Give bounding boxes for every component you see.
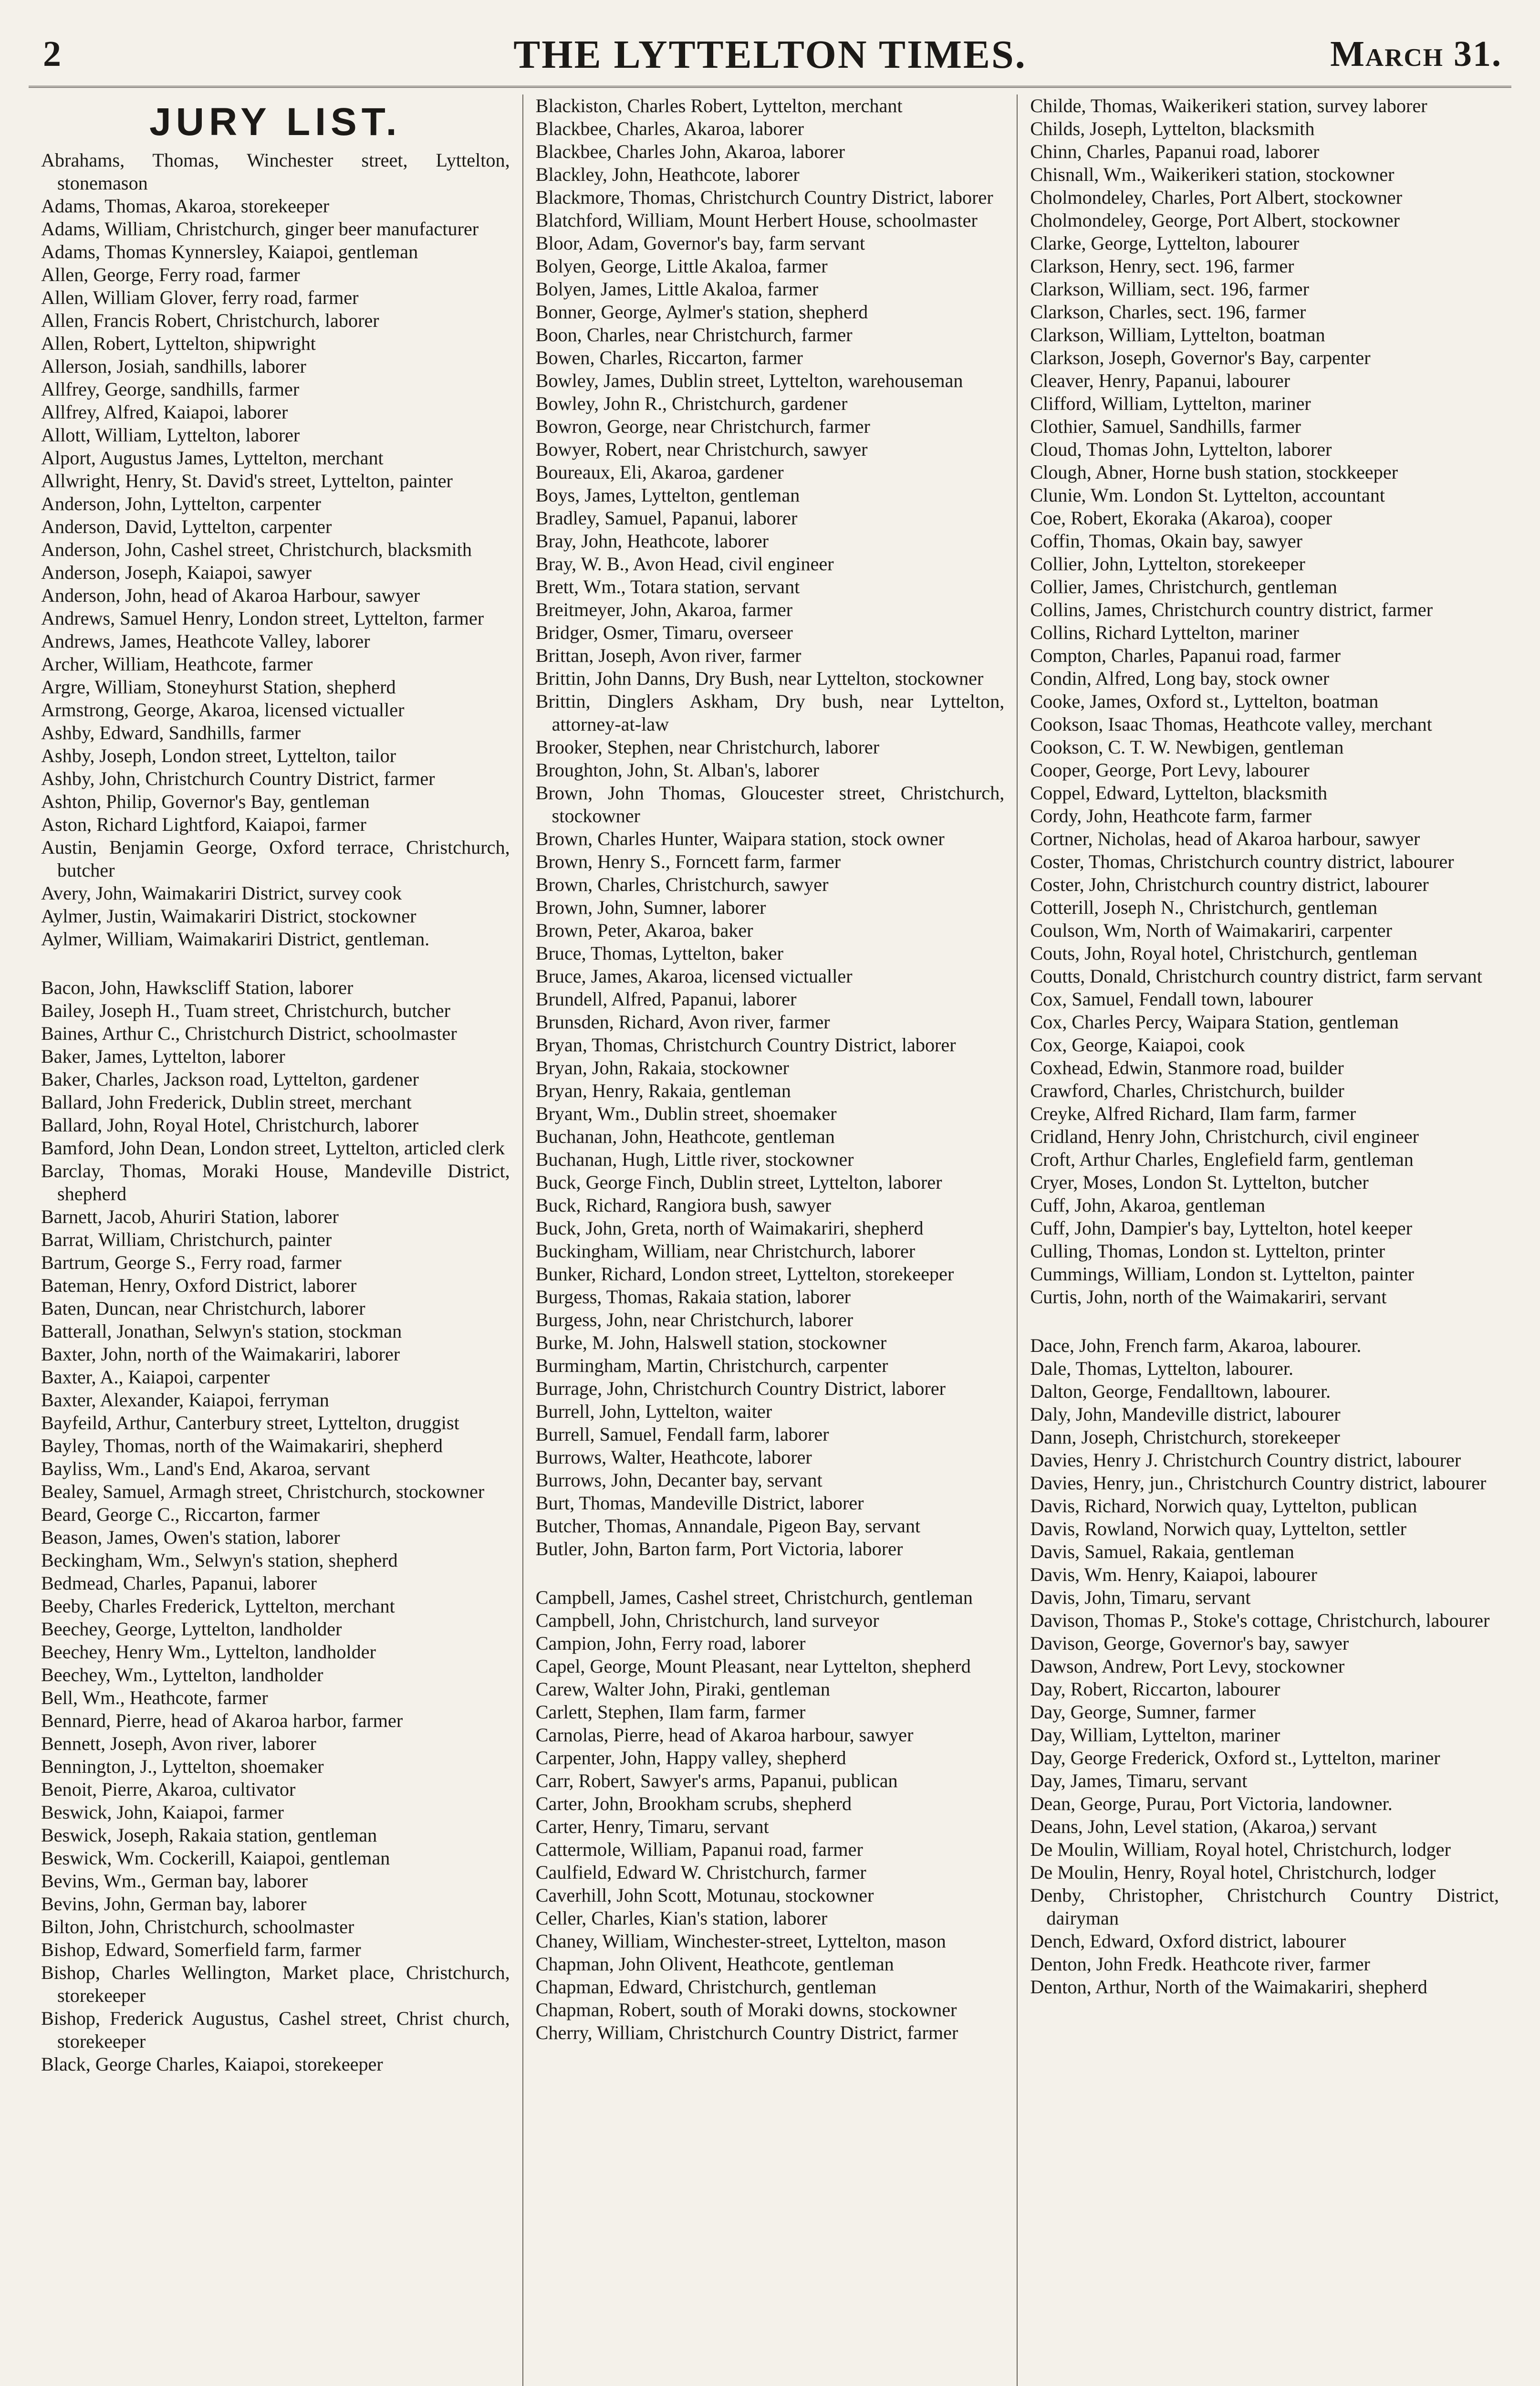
jury-entry: Baxter, Alexander, Kaiapoi, ferryman [41, 1389, 329, 1411]
jury-entry: Bennett, Joseph, Avon river, laborer [41, 1733, 316, 1754]
jury-entry: Beechey, George, Lyttelton, landholder [41, 1618, 342, 1640]
jury-entry: Buck, George Finch, Dublin street, Lyttelton, laborer [535, 1172, 942, 1193]
jury-entry: Bray, W. B., Avon Head, civil engineer [535, 553, 834, 575]
jury-entry: De Moulin, William, Royal hotel, Christchurch, lodger [1030, 1839, 1451, 1860]
jury-entry: Bartrum, George S., Ferry road, farmer [41, 1252, 342, 1273]
jury-entry: Bridger, Osmer, Timaru, overseer [535, 622, 793, 643]
jury-entry: Baker, James, Lyttelton, laborer [41, 1046, 285, 1067]
jury-entry: Bray, John, Heathcote, laborer [535, 530, 769, 552]
jury-entry: Bryan, Thomas, Christchurch Country District, laborer [535, 1034, 956, 1056]
jury-entry: Brown, Henry S., Forncett farm, farmer [535, 851, 841, 872]
jury-entry: Chisnall, Wm., Waikerikeri station, stockowner [1030, 164, 1394, 185]
jury-entry: Bealey, Samuel, Armagh street, Christchurch, stockowner [41, 1481, 485, 1502]
jury-entry: Bowley, John R., Christchurch, gardener [535, 393, 848, 414]
jury-entry: Beechey, Wm., Lyttelton, landholder [41, 1664, 323, 1685]
jury-entry: Carter, John, Brookham scrubs, shepherd [535, 1793, 852, 1814]
jury-entry: Bruce, Thomas, Lyttelton, baker [535, 942, 784, 964]
jury-entry: Condin, Alfred, Long bay, stock owner [1030, 668, 1330, 689]
jury-entry: Black, George Charles, Kaiapoi, storekeeper [41, 2053, 383, 2075]
jury-entry: Bowyer, Robert, near Christchurch, sawyer [535, 439, 868, 460]
jury-entry: Brown, John Thomas, Gloucester street, Christchurch, stockowner [535, 782, 1005, 827]
jury-entry: Bayliss, Wm., Land's End, Akaroa, servant [41, 1458, 370, 1479]
jury-entry: Boon, Charles, near Christchurch, farmer [535, 324, 853, 345]
jury-entry: Allwright, Henry, St. David's street, Lyttelton, painter [41, 470, 453, 492]
jury-entry: Clarke, George, Lyttelton, labourer [1030, 232, 1300, 254]
section-gap [536, 1560, 1005, 1586]
jury-entry: Batterall, Jonathan, Selwyn's station, stockman [41, 1320, 402, 1342]
jury-entry: Bolyen, George, Little Akaloa, farmer [535, 255, 828, 277]
jury-entry: Allen, George, Ferry road, farmer [41, 264, 300, 285]
jury-entry: Allen, Francis Robert, Christchurch, laborer [41, 310, 379, 331]
jury-entry: Buck, Richard, Rangiora bush, sawyer [535, 1194, 832, 1216]
jury-entry: Blatchford, William, Mount Herbert House, schoolmaster [535, 209, 978, 231]
jury-entry: Denton, John Fredk. Heathcote river, farmer [1030, 1953, 1370, 1975]
jury-entry: Bolyen, James, Little Akaloa, farmer [535, 278, 819, 300]
jury-entry: Davison, George, Governor's bay, sawyer [1030, 1633, 1349, 1654]
section-gap [41, 951, 510, 976]
jury-entry: Clunie, Wm. London St. Lyttelton, accountant [1030, 484, 1385, 506]
jury-entry: Cholmondeley, George, Port Albert, stockowner [1030, 209, 1400, 231]
jury-entry: Cordy, John, Heathcote farm, farmer [1030, 805, 1312, 827]
jury-entry: Curtis, John, north of the Waimakariri, servant [1030, 1286, 1387, 1308]
jury-entry: Bishop, Charles Wellington, Market place, Christchurch, storekeeper [41, 1962, 510, 2006]
jury-entry: Cattermole, William, Papanui road, farmer [535, 1839, 863, 1860]
jury-entry: Chaney, William, Winchester-street, Lyttelton, mason [535, 1930, 946, 1952]
jury-entry: Carnolas, Pierre, head of Akaroa harbour, sawyer [535, 1724, 914, 1746]
jury-entry: Bennington, J., Lyttelton, shoemaker [41, 1756, 324, 1777]
column-1 [29, 94, 522, 2386]
jury-entry: Collins, Richard Lyttelton, mariner [1030, 622, 1299, 643]
jury-entry: Chinn, Charles, Papanui road, laborer [1030, 141, 1320, 162]
jury-entry: Clarkson, Joseph, Governor's Bay, carpenter [1030, 347, 1371, 368]
issue-date: March 31. [1330, 34, 1502, 74]
jury-entry: Barrat, William, Christchurch, painter [41, 1229, 332, 1250]
jury-entry: Campbell, James, Cashel street, Christchurch, gentleman [535, 1587, 973, 1608]
jury-entry: Burmingham, Martin, Christchurch, carpenter [535, 1355, 888, 1376]
jury-entry: Adams, Thomas Kynnersley, Kaiapoi, gentleman [41, 241, 418, 262]
jury-entry: Butler, John, Barton farm, Port Victoria, laborer [535, 1538, 903, 1559]
jury-entry: Boureaux, Eli, Akaroa, gardener [535, 461, 784, 483]
jury-entry: Day, James, Timaru, servant [1030, 1770, 1248, 1791]
jury-entry: Day, George Frederick, Oxford st., Lyttelton, mariner [1030, 1747, 1440, 1769]
jury-entry: Baxter, John, north of the Waimakariri, laborer [41, 1343, 400, 1365]
jury-entry: Beswick, John, Kaiapoi, farmer [41, 1801, 284, 1823]
jury-entry: Cortner, Nicholas, head of Akaroa harbour, sawyer [1030, 828, 1420, 849]
jury-entry: Bell, Wm., Heathcote, farmer [41, 1687, 268, 1708]
jury-entry: Boys, James, Lyttelton, gentleman [535, 484, 800, 506]
jury-entry: Adams, Thomas, Akaroa, storekeeper [41, 195, 330, 217]
jury-entry: Burrows, Walter, Heathcote, laborer [535, 1446, 812, 1468]
jury-entry: Allen, Robert, Lyttelton, shipwright [41, 333, 316, 354]
jury-entry: Allerson, Josiah, sandhills, laborer [41, 356, 306, 377]
jury-entry: Coffin, Thomas, Okain bay, sawyer [1030, 530, 1303, 552]
jury-entry: Bateman, Henry, Oxford District, laborer [41, 1275, 357, 1296]
jury-entry: Andrews, James, Heathcote Valley, laborer [41, 630, 370, 652]
jury-entry: Day, William, Lyttelton, mariner [1030, 1724, 1280, 1746]
jury-entry: Bilton, John, Christchurch, schoolmaster [41, 1916, 354, 1937]
jury-entry: Archer, William, Heathcote, farmer [41, 653, 313, 675]
jury-entry: Argre, William, Stoneyhurst Station, shepherd [41, 676, 396, 698]
jury-entry: Anderson, John, Lyttelton, carpenter [41, 493, 322, 514]
jury-entry: Cookson, C. T. W. Newbigen, gentleman [1030, 736, 1344, 758]
jury-entry: Cuff, John, Akaroa, gentleman [1030, 1194, 1265, 1216]
jury-entry: Dann, Joseph, Christchurch, storekeeper [1030, 1426, 1340, 1448]
jury-entry: Barnett, Jacob, Ahuriri Station, laborer [41, 1206, 339, 1227]
jury-entry: Childs, Joseph, Lyttelton, blacksmith [1030, 118, 1315, 139]
jury-entry: Daly, John, Mandeville district, labourer [1030, 1403, 1341, 1425]
jury-entry: Burrows, John, Decanter bay, servant [535, 1469, 822, 1491]
jury-entry: Burt, Thomas, Mandeville District, laborer [535, 1492, 864, 1514]
jury-entry: Bryan, John, Rakaia, stockowner [535, 1057, 789, 1078]
jury-entry: Cryer, Moses, London St. Lyttelton, butcher [1030, 1172, 1369, 1193]
jury-entry: Cummings, William, London st. Lyttelton, painter [1030, 1263, 1415, 1285]
jury-entry: Davis, Richard, Norwich quay, Lyttelton, publican [1030, 1495, 1417, 1517]
jury-entry: Benoit, Pierre, Akaroa, cultivator [41, 1779, 296, 1800]
jury-entry: Broughton, John, St. Alban's, laborer [535, 759, 820, 781]
jury-entry: Bowen, Charles, Riccarton, farmer [535, 347, 803, 368]
jury-entry: Bedmead, Charles, Papanui, laborer [41, 1572, 317, 1594]
jury-entry: Bloor, Adam, Governor's bay, farm servant [535, 232, 865, 254]
jury-entry: Day, Robert, Riccarton, labourer [1030, 1678, 1280, 1700]
section-gap [1030, 1308, 1499, 1334]
jury-entry: Allen, William Glover, ferry road, farmer [41, 287, 359, 308]
jury-entry: Brundell, Alfred, Papanui, laborer [535, 988, 797, 1010]
jury-entry: Bailey, Joseph H., Tuam street, Christchurch, butcher [41, 1000, 450, 1021]
jury-entry: Capel, George, Mount Pleasant, near Lyttelton, shepherd [535, 1655, 971, 1677]
jury-entry: Blackbee, Charles, Akaroa, laborer [535, 118, 804, 139]
column-3 [1017, 94, 1511, 2386]
jury-entry: Cloud, Thomas John, Lyttelton, laborer [1030, 439, 1332, 460]
jury-entry: Coe, Robert, Ekoraka (Akaroa), cooper [1030, 507, 1332, 529]
jury-entry: Bryant, Wm., Dublin street, shoemaker [535, 1103, 837, 1124]
jury-entry: Cooke, James, Oxford st., Lyttelton, boatman [1030, 691, 1379, 712]
jury-entry: Anderson, John, Cashel street, Christchurch, blacksmith [41, 539, 472, 560]
jury-entry: Aylmer, Justin, Waimakariri District, stockowner [41, 905, 416, 927]
jury-entry: Burrage, John, Christchurch Country District, laborer [535, 1378, 946, 1399]
jury-entry: Coppel, Edward, Lyttelton, blacksmith [1030, 782, 1328, 804]
jury-entry: Cox, Charles Percy, Waipara Station, gentleman [1030, 1011, 1399, 1033]
jury-entry: Brittin, Dinglers Askham, Dry bush, near Lyttelton, attorney-at-law [535, 691, 1005, 735]
jury-entry: Austin, Benjamin George, Oxford terrace, Christchurch, butcher [41, 837, 510, 881]
jury-entry: Carpenter, John, Happy valley, shepherd [535, 1747, 846, 1769]
jury-entry: Cleaver, Henry, Papanui, labourer [1030, 370, 1290, 391]
jury-entry: Davies, Henry, jun., Christchurch Country district, labourer [1030, 1472, 1487, 1494]
jury-entry: Burgess, John, near Christchurch, laborer [535, 1309, 853, 1330]
jury-entry: Dench, Edward, Oxford district, labourer [1030, 1930, 1346, 1952]
jury-entry: Buckingham, William, near Christchurch, laborer [535, 1240, 916, 1262]
jury-entry: Childe, Thomas, Waikerikeri station, survey laborer [1030, 95, 1427, 116]
jury-entry: Bishop, Edward, Somerfield farm, farmer [41, 1939, 361, 1960]
jury-entry: Ashby, Edward, Sandhills, farmer [41, 722, 301, 743]
jury-entry: Ballard, John, Royal Hotel, Christchurch, laborer [41, 1114, 419, 1136]
jury-entry: Aston, Richard Lightford, Kaiapoi, farmer [41, 814, 366, 835]
jury-entry: Coster, John, Christchurch country district, labourer [1030, 874, 1429, 895]
jury-entry: Beswick, Wm. Cockerill, Kaiapoi, gentleman [41, 1847, 390, 1869]
jury-entry: Burke, M. John, Halswell station, stockowner [535, 1332, 887, 1353]
jury-entry: Brown, Peter, Akaroa, baker [535, 920, 753, 941]
jury-entry: Collins, James, Christchurch country district, farmer [1030, 599, 1433, 620]
jury-entry: Bacon, John, Hawkscliff Station, laborer [41, 977, 354, 998]
jury-entry: Brunsden, Richard, Avon river, farmer [535, 1011, 830, 1033]
jury-entry: Davis, Wm. Henry, Kaiapoi, labourer [1030, 1564, 1317, 1585]
jury-entry: Andrews, Samuel Henry, London street, Lyttelton, farmer [41, 607, 484, 629]
jury-entry: Davis, Rowland, Norwich quay, Lyttelton, settler [1030, 1518, 1407, 1539]
jury-entry: Abrahams, Thomas, Winchester street, Lyttelton, stonemason [41, 149, 510, 194]
jury-entry: Couts, John, Royal hotel, Christchurch, gentleman [1030, 942, 1417, 964]
jury-entry: Bishop, Frederick Augustus, Cashel street, Christ church, storekeeper [41, 2008, 510, 2052]
jury-entry: Brett, Wm., Totara station, servant [535, 576, 800, 597]
jury-entry: Coulson, Wm, North of Waimakariri, carpenter [1030, 920, 1392, 941]
jury-entry: Cholmondeley, Charles, Port Albert, stockowner [1030, 187, 1403, 208]
jury-entry: Clifford, William, Lyttelton, mariner [1030, 393, 1311, 414]
jury-entry: De Moulin, Henry, Royal hotel, Christchurch, lodger [1030, 1862, 1436, 1883]
jury-entry: Alport, Augustus James, Lyttelton, merchant [41, 447, 384, 469]
jury-entry: Beeby, Charles Frederick, Lyttelton, merchant [41, 1595, 395, 1617]
jury-entry: Brown, John, Sumner, laborer [535, 897, 766, 918]
jury-list-columns [29, 94, 1511, 2386]
jury-entry: Dace, John, French farm, Akaroa, labourer. [1030, 1335, 1362, 1356]
jury-entry: Beard, George C., Riccarton, farmer [41, 1504, 320, 1525]
column-2 [522, 94, 1017, 2386]
jury-entry: Creyke, Alfred Richard, Ilam farm, farmer [1030, 1103, 1356, 1124]
jury-entry: Barclay, Thomas, Moraki House, Mandeville District, shepherd [41, 1160, 510, 1204]
newspaper-title: THE LYTTELTON TIMES. [513, 32, 1027, 77]
jury-entry: Ashton, Philip, Governor's Bay, gentleman [41, 791, 370, 812]
jury-entry: Brown, Charles, Christchurch, sawyer [535, 874, 829, 895]
jury-entry: Clarkson, Henry, sect. 196, farmer [1030, 255, 1294, 277]
jury-entry: Denby, Christopher, Christchurch Country District, dairyman [1030, 1884, 1499, 1929]
jury-entry: Campbell, John, Christchurch, land surveyor [535, 1610, 879, 1631]
jury-entry: Butcher, Thomas, Annandale, Pigeon Bay, servant [535, 1515, 921, 1537]
jury-entry: Coxhead, Edwin, Stanmore road, builder [1030, 1057, 1344, 1078]
jury-entry: Caulfield, Edward W. Christchurch, farmer [535, 1862, 866, 1883]
jury-entry: Buchanan, Hugh, Little river, stockowner [535, 1149, 854, 1170]
jury-entry: Burgess, Thomas, Rakaia station, laborer [535, 1286, 851, 1308]
jury-entry: Coster, Thomas, Christchurch country district, labourer [1030, 851, 1454, 872]
jury-entry: Bevins, Wm., German bay, laborer [41, 1870, 308, 1892]
jury-entry: Allott, William, Lyttelton, laborer [41, 424, 300, 446]
jury-entry: Brittan, Joseph, Avon river, farmer [535, 645, 801, 666]
jury-entry: Clothier, Samuel, Sandhills, farmer [1030, 416, 1301, 437]
jury-entry: Clarkson, William, Lyttelton, boatman [1030, 324, 1325, 345]
jury-entry: Beckingham, Wm., Selwyn's station, shepherd [41, 1549, 398, 1571]
jury-entry: Collier, John, Lyttelton, storekeeper [1030, 553, 1305, 575]
jury-entry: Aylmer, William, Waimakariri District, gentleman. [41, 928, 430, 950]
jury-entry: Baten, Duncan, near Christchurch, laborer [41, 1298, 365, 1319]
jury-entry: Clough, Abner, Horne bush station, stockkeeper [1030, 461, 1398, 483]
jury-entry: Day, George, Sumner, farmer [1030, 1701, 1256, 1723]
jury-entry: Davison, Thomas P., Stoke's cottage, Christchurch, labourer [1030, 1610, 1490, 1631]
jury-entry: Dean, George, Purau, Port Victoria, landowner. [1030, 1793, 1393, 1814]
jury-entry: Bowley, James, Dublin street, Lyttelton, warehouseman [535, 370, 963, 391]
jury-entry: Bayley, Thomas, north of the Waimakariri, shepherd [41, 1435, 443, 1456]
jury-entry: Avery, John, Waimakariri District, survey cook [41, 882, 402, 904]
jury-entry: Adams, William, Christchurch, ginger beer manufacturer [41, 218, 479, 240]
jury-entry: Croft, Arthur Charles, Englefield farm, gentleman [1030, 1149, 1414, 1170]
jury-entry: Bruce, James, Akaroa, licensed victualler [535, 965, 853, 987]
jury-entry: Blackiston, Charles Robert, Lyttelton, merchant [535, 95, 903, 116]
jury-entry: Chapman, Robert, south of Moraki downs, stockowner [535, 1999, 957, 2020]
jury-entry: Collier, James, Christchurch, gentleman [1030, 576, 1337, 597]
jury-entry: Bryan, Henry, Rakaia, gentleman [535, 1080, 791, 1101]
jury-entry: Dawson, Andrew, Port Levy, stockowner [1030, 1655, 1345, 1677]
jury-entry: Chapman, John Olivent, Heathcote, gentleman [535, 1953, 894, 1975]
jury-entry: Denton, Arthur, North of the Waimakariri, shepherd [1030, 1976, 1427, 1998]
jury-entry: Carr, Robert, Sawyer's arms, Papanui, publican [535, 1770, 898, 1791]
jury-entry: Beason, James, Owen's station, laborer [41, 1527, 340, 1548]
jury-entry: Dale, Thomas, Lyttelton, labourer. [1030, 1358, 1294, 1379]
jury-entry: Beechey, Henry Wm., Lyttelton, landholder [41, 1641, 376, 1663]
jury-entry: Campion, John, Ferry road, laborer [535, 1633, 806, 1654]
jury-entry: Carew, Walter John, Piraki, gentleman [535, 1678, 830, 1700]
jury-entry: Chapman, Edward, Christchurch, gentleman [535, 1976, 876, 1998]
jury-entry: Brooker, Stephen, near Christchurch, laborer [535, 736, 880, 758]
jury-entry: Culling, Thomas, London st. Lyttelton, printer [1030, 1240, 1385, 1262]
section-title: JURY LIST. [149, 100, 402, 144]
jury-entry: Anderson, John, head of Akaroa Harbour, sawyer [41, 585, 420, 606]
jury-entry: Davies, Henry J. Christchurch Country district, labourer [1030, 1449, 1461, 1471]
jury-entry: Cox, Samuel, Fendall town, labourer [1030, 988, 1313, 1010]
jury-entry: Beswick, Joseph, Rakaia station, gentleman [41, 1824, 377, 1846]
jury-entry: Cotterill, Joseph N., Christchurch, gentleman [1030, 897, 1378, 918]
jury-entry: Bowron, George, near Christchurch, farmer [535, 416, 870, 437]
jury-entry: Breitmeyer, John, Akaroa, farmer [535, 599, 793, 620]
jury-entry: Anderson, Joseph, Kaiapoi, sawyer [41, 562, 312, 583]
jury-entry: Cooper, George, Port Levy, labourer [1030, 759, 1310, 781]
jury-entry: Blackbee, Charles John, Akaroa, laborer [535, 141, 845, 162]
jury-entry: Cookson, Isaac Thomas, Heathcote valley, merchant [1030, 713, 1432, 735]
jury-entry: Compton, Charles, Papanui road, farmer [1030, 645, 1341, 666]
jury-entry: Armstrong, George, Akaroa, licensed victualler [41, 699, 405, 721]
jury-entry: Buchanan, John, Heathcote, gentleman [535, 1126, 835, 1147]
jury-entry: Baxter, A., Kaiapoi, carpenter [41, 1366, 270, 1388]
jury-entry: Bennard, Pierre, head of Akaroa harbor, farmer [41, 1710, 403, 1731]
jury-entry: Clarkson, William, sect. 196, farmer [1030, 278, 1310, 300]
jury-entry: Ballard, John Frederick, Dublin street, merchant [41, 1091, 412, 1113]
jury-entry: Ashby, John, Christchurch Country District, farmer [41, 768, 435, 789]
jury-entry: Cherry, William, Christchurch Country District, farmer [535, 2022, 958, 2043]
jury-entry: Cridland, Henry John, Christchurch, civil engineer [1030, 1126, 1419, 1147]
jury-entry: Burrell, John, Lyttelton, waiter [535, 1401, 772, 1422]
jury-entry: Bamford, John Dean, London street, Lyttelton, articled clerk [41, 1137, 505, 1159]
jury-entry: Coutts, Donald, Christchurch country district, farm servant [1030, 965, 1482, 987]
jury-entry: Anderson, David, Lyttelton, carpenter [41, 516, 332, 537]
masthead [29, 29, 1511, 88]
jury-entry: Bradley, Samuel, Papanui, laborer [535, 507, 798, 529]
jury-entry: Carter, Henry, Timaru, servant [535, 1816, 769, 1837]
jury-entry: Baines, Arthur C., Christchurch District, schoolmaster [41, 1023, 457, 1044]
jury-entry: Buck, John, Greta, north of Waimakariri, shepherd [535, 1217, 924, 1239]
jury-entry: Crawford, Charles, Christchurch, builder [1030, 1080, 1344, 1101]
jury-entry: Cuff, John, Dampier's bay, Lyttelton, hotel keeper [1030, 1217, 1413, 1239]
jury-entry: Celler, Charles, Kian's station, laborer [535, 1907, 828, 1929]
jury-entry: Brown, Charles Hunter, Waipara station, stock owner [535, 828, 945, 849]
jury-entry: Baker, Charles, Jackson road, Lyttelton, gardener [41, 1068, 419, 1090]
jury-entry: Bonner, George, Aylmer's station, shepherd [535, 301, 868, 323]
page-number: 2 [43, 34, 61, 74]
jury-entry: Bayfeild, Arthur, Canterbury street, Lyttelton, druggist [41, 1412, 459, 1434]
jury-entry: Blackley, John, Heathcote, laborer [535, 164, 800, 185]
jury-entry: Bevins, John, German bay, laborer [41, 1893, 307, 1915]
jury-entry: Allfrey, George, sandhills, farmer [41, 378, 300, 400]
jury-entry: Cox, George, Kaiapoi, cook [1030, 1034, 1245, 1056]
jury-entry: Bunker, Richard, London street, Lyttelton, storekeeper [535, 1263, 954, 1285]
jury-entry: Clarkson, Charles, sect. 196, farmer [1030, 301, 1306, 323]
jury-entry: Burrell, Samuel, Fendall farm, laborer [535, 1423, 829, 1445]
jury-entry: Deans, John, Level station, (Akaroa,) servant [1030, 1816, 1377, 1837]
jury-entry: Blackmore, Thomas, Christchurch Country District, laborer [535, 187, 993, 208]
jury-entry: Ashby, Joseph, London street, Lyttelton, tailor [41, 745, 396, 766]
jury-entry: Brittin, John Danns, Dry Bush, near Lyttelton, stockowner [535, 668, 984, 689]
jury-entry: Carlett, Stephen, Ilam farm, farmer [535, 1701, 806, 1723]
jury-entry: Davis, Samuel, Rakaia, gentleman [1030, 1541, 1294, 1562]
jury-entry: Dalton, George, Fendalltown, labourer. [1030, 1381, 1331, 1402]
jury-entry: Allfrey, Alfred, Kaiapoi, laborer [41, 401, 288, 423]
jury-entry: Davis, John, Timaru, servant [1030, 1587, 1251, 1608]
jury-entry: Caverhill, John Scott, Motunau, stockowner [535, 1884, 874, 1906]
